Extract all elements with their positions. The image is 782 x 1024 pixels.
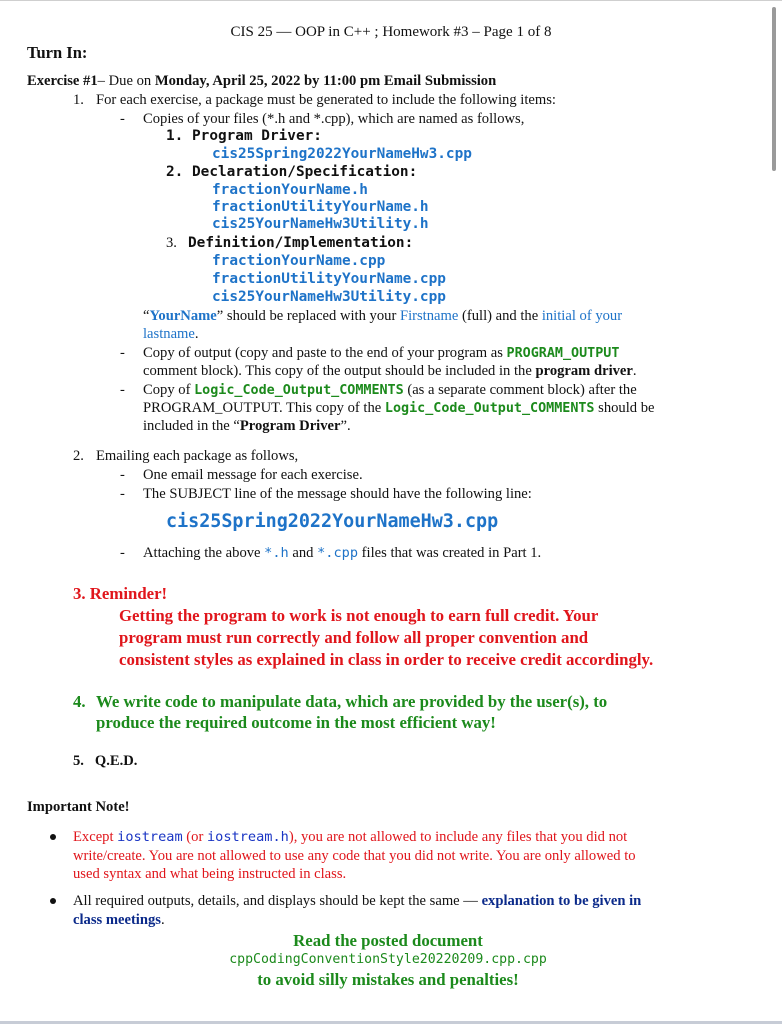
reminder-line: Getting the program to work is not enough to earn full credit. Your (119, 606, 599, 625)
dash: - (120, 382, 125, 398)
text: . (194, 326, 199, 342)
lastname-line (143, 325, 199, 343)
important-note-title: Important Note! (27, 799, 130, 815)
text: PROGRAM_OUTPUT. This copy of the (143, 400, 385, 416)
item2-num: 2. (73, 448, 84, 464)
driver-label: 1. Program Driver: (166, 128, 322, 144)
class-meetings-term: class meetings (73, 912, 161, 928)
text: files that was created in Part 1. (358, 545, 542, 561)
text: ), you are not allowed to include any files that you did not (288, 829, 628, 845)
text: comment block). This copy of the output should be included in the (143, 363, 536, 379)
decl-file: fractionUtilityYourName.h (212, 199, 429, 215)
item4-line: We write code to manipulate data, which are provided by the user(s), to (96, 692, 608, 711)
def-file: fractionYourName.cpp (212, 253, 386, 269)
cpp-ext-code: *.cpp (317, 545, 359, 561)
footer-file: cppCodingConventionStyle20220209.cpp.cpp (229, 952, 547, 967)
decl-label: 2. Declaration/Specification: (166, 164, 418, 180)
explanation-term: explanation to be given in (481, 893, 642, 909)
def-file: cis25YourNameHw3Utility.cpp (212, 289, 446, 305)
program-driver-term: program driver (535, 363, 633, 379)
exercise-label: Exercise #1 (27, 73, 98, 89)
dash: - (120, 545, 125, 561)
initial-term: initial of your (541, 308, 623, 324)
iostream-code: iostream (117, 829, 183, 845)
reminder-line: program must run correctly and follow all proper convention and (119, 628, 589, 647)
item2-text: Emailing each package as follows, (96, 448, 299, 464)
def-file: fractionUtilityYourName.cpp (212, 271, 446, 287)
text: Attaching the above (143, 545, 265, 561)
program-output-code: PROGRAM_OUTPUT (506, 346, 620, 361)
text: included in the “ (143, 418, 240, 434)
def-label: Definition/Implementation: (188, 235, 414, 251)
bullet-icon (50, 834, 56, 840)
logic-code: Logic_Code_Output_COMMENTS (384, 401, 595, 416)
text: Copy of output (copy and paste to the end of your program as (143, 345, 507, 361)
dash: - (120, 345, 125, 361)
note-bullet1-line2: write/create. You are not allowed to use any code that you did not write. You are only allowed to (73, 848, 636, 864)
reminder-title: 3. Reminder! (73, 584, 168, 603)
text: (full) and the (458, 308, 542, 324)
logic-line3 (143, 417, 351, 435)
text: . (632, 363, 637, 379)
bullet-icon (50, 898, 56, 904)
one-email-text: One email message for each exercise. (143, 467, 363, 483)
decl-file: fractionYourName.h (212, 182, 368, 198)
reminder-line: consistent styles as explained in class in order to receive credit accordingly. (119, 650, 654, 669)
output-line2 (143, 362, 637, 380)
text: (or (182, 829, 207, 845)
note-bullet2-line1 (73, 892, 641, 910)
qed-item: 5. Q.E.D. (73, 753, 138, 769)
driver-file: cis25Spring2022YourNameHw3.cpp (212, 146, 472, 162)
program-driver-term: Program Driver (239, 418, 341, 434)
logic-line1 (143, 381, 637, 400)
exercise-line (27, 72, 496, 90)
item1-num: 1. (73, 92, 84, 108)
text: and (288, 545, 318, 561)
footer-line1: Read the posted document (293, 931, 483, 950)
logic-line2 (143, 399, 655, 418)
turn-in-heading: Turn In: (27, 43, 88, 62)
iostream-h-code: iostream.h (206, 829, 289, 845)
logic-code: Logic_Code_Output_COMMENTS (194, 383, 404, 398)
due-prefix: – Due on (97, 73, 155, 89)
dash: - (120, 486, 125, 502)
output-line1 (143, 344, 619, 363)
scrollbar[interactable] (772, 7, 776, 171)
text: should be (594, 400, 655, 416)
text: Copy of (143, 382, 195, 398)
text: All required outputs, details, and displays should be kept the same — (73, 893, 482, 909)
text: (as a separate comment block) after the (403, 382, 637, 398)
dash: - (120, 111, 125, 127)
quote: “ (143, 308, 150, 324)
note-bullet2-line2 (73, 911, 165, 929)
note-bullet1-line1 (73, 828, 627, 846)
text: . (160, 912, 165, 928)
due-date: Monday, April 25, 2022 by 11:00 pm Email Submission (154, 73, 497, 89)
yourname-line (143, 307, 622, 325)
item4-line: produce the required outcome in the most efficient way! (96, 713, 496, 732)
footer-line3: to avoid silly mistakes and penalties! (257, 970, 519, 989)
subject-file: cis25Spring2022YourNameHw3.cpp (166, 511, 499, 532)
h-ext-code: *.h (264, 545, 289, 561)
subject-text: The SUBJECT line of the message should have the following line: (143, 486, 532, 502)
note-bullet1-line3: used syntax and what being instructed in class. (73, 866, 347, 882)
dash: - (120, 467, 125, 483)
text: ”. (340, 418, 351, 434)
attach-line (143, 544, 541, 562)
firstname-term: Firstname (399, 308, 459, 324)
lastname-term: lastname (143, 326, 195, 342)
copies-text: Copies of your files (*.h and *.cpp), which are named as follows, (143, 111, 525, 127)
item1-text: For each exercise, a package must be generated to include the following items: (96, 92, 556, 108)
decl-file: cis25YourNameHw3Utility.h (212, 216, 429, 232)
page-header: CIS 25 — OOP in C++ ; Homework #3 – Page 1 of 8 (230, 24, 552, 40)
def-num: 3. (166, 235, 177, 251)
item4-num: 4. (73, 692, 86, 711)
text: ” should be replaced with your (216, 308, 400, 324)
text: Except (73, 829, 118, 845)
yourname-term: YourName (149, 308, 217, 324)
